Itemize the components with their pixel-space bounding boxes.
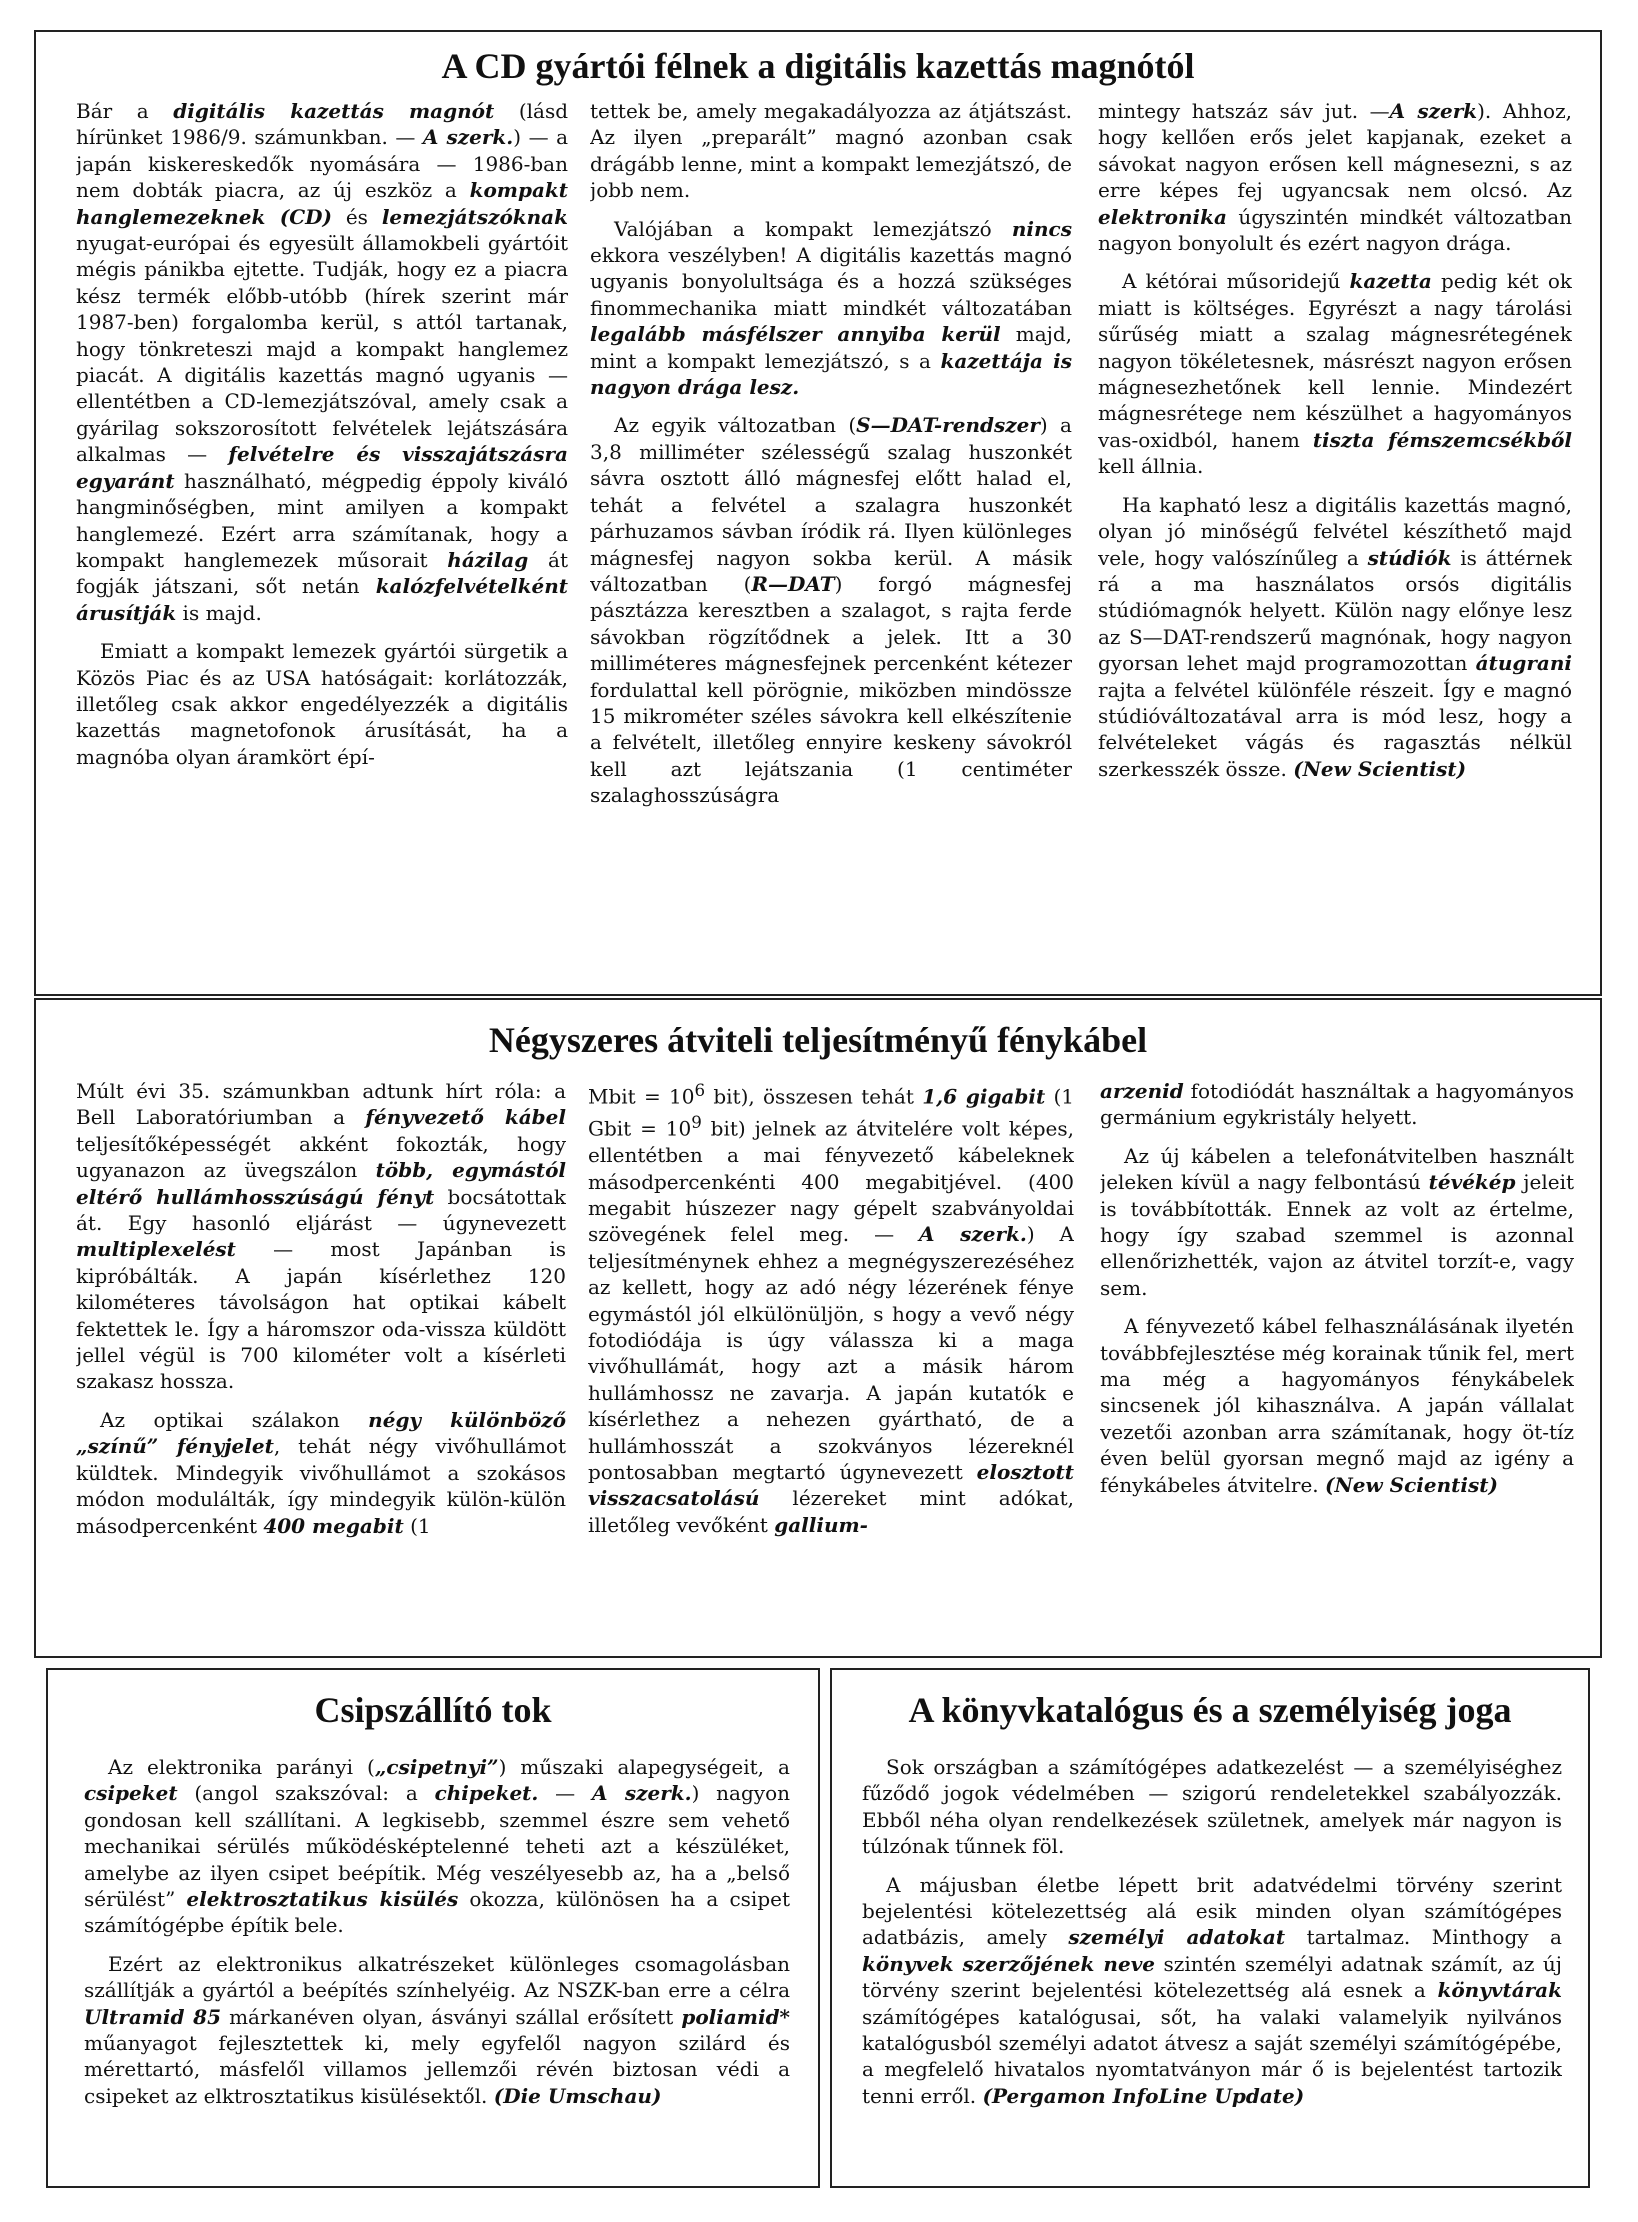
fiber-article-paragraph: arzenid fotodiódát használtak a hagyományos germánium egykristály helyett. [1100, 1079, 1574, 1130]
cd-article-paragraph: Bár a digitális kazettás magnót (lásd hírünket 1986/9. számunkban. — A szerk.) — a japán kiskereskedők nyomására — 1986-ban nem dobták piacra, az új eszköz a kompakt hanglemezeknek (CD) és lemezjátszóknak nyugat-európai és egyesült államokbeli gyártóit mégis pánikba ejtette. Tudják, hogy ez a piacra kész termék előbb-utóbb (hírek szerint már 1987-ben) forgalomba kerül, s attól tartanak, hogy tönkreteszi majd a kompakt hanglemez piacát. A digitális kazettás magnó ugyanis — ellentétben a CD-lemezjátszóval, amely csak a gyárilag sokszorosított felvételek lejátszására alkalmas — felvételre és visszajátszásra egyaránt használható, mégpedig éppoly kiváló hangminőségben, mint amilyen a kompakt hanglemezé. Ezért arra számítanak, hogy a kompakt hanglemezek műsorait házilag át fogják játszani, sőt netán kalózfelvételként árusítják is majd. [76, 99, 568, 625]
chip-article-paragraph: Az elektronika parányi („csipetnyi”) műszaki alapegységeit, a csipeket (angol szakszóval: a chipeket. — A szerk.) nagyon gondosan kell szállítani. A legkisebb, szemmel észre sem vehető mechanikai sérülés működésképtelenné teheti azt a készüléket, amelybe az ilyen csipet beépítik. Még veszélyesebb az, ha a „belső sérülést” elektrosztatikus kisülés okozza, különösen ha a csipet számítógépbe építik bele. [84, 1755, 790, 1938]
cd-article-title: A CD gyártói félnek a digitális kazettás magnótól [441, 46, 1195, 86]
chip-article-paragraph: Ezért az elektronikus alkatrészeket különleges csomagolásban szállítják a gyártól a beépítés színhelyéig. Az NSZK-ban erre a célra Ultramid 85 márkanéven olyan, ásványi szállal erősített poliamid* műanyagot fejlesztettek ki, mely egyfelől nagyon szilárd és mérettartó, másfelől villamos jellemzői révén biztosan védi a csipeket az elktrosztatikus kisülésektől. (Die Umschau) [84, 1951, 790, 2108]
book-article-title: A könyvkatalógus és a személyiség joga [908, 1690, 1512, 1730]
book-article-paragraph: Sok országban a számítógépes adatkezelést — a személyiséghez fűződő jogok védelmében — szigorú rendeletekkel szabályozzák. Ebből néha olyan rendelkezések születnek, amelyek már nagyon is túlzónak tűnnek föl. [862, 1755, 1562, 1859]
cd-article-column-2 [590, 98, 1072, 982]
fiber-article-paragraph: Mbit = $10^6$ bit), összesen tehát 1,6 gigabit (1 Gbit = $10^9$ bit) jelnek az átvitelére volt képes, ellentétben a mai fényvezető kábeleknek másodpercenkénti 400 megabitjével. (400 megabit húszezer nagy gépelt szabványoldai szövegének felel meg. — A szerk.) A teljesítménynek ehhez a megnégyszerezéséhez az kellett, hogy az adó négy lézerének fénye egymástól jól elkülönüljön, s hogy a vevő négy fotodiódája is úgy válassza ki a maga vivőhullámát, hogy azt a másik három hullámhossz ne zavarja. A japán kutatók e kísérlethez a nehezen gyártható, de a hullámhosszát a szokványos lézereknél pontosabban megtartó úgynevezett elosztott visszacsatolású lézereket mint adókat, illetőleg vevőként gallium- [588, 1081, 1074, 1537]
cd-article-paragraph: A kétórai műsoridejű kazetta pedig két ok miatt is költséges. Egyrészt a nagy tárolási sűrűség miatt a szalag mágnesrétegének nagyon tökéletesnek, másrészt nagyon erősen mágnesezhetőnek kell lennie. Mindezért mágnesrétege nem készülhet a hagyományos vas-oxidból, hanem tiszta fémszemcsékből kell állnia. [1098, 269, 1572, 479]
fiber-article-column-2 [588, 1078, 1074, 1642]
book-article-paragraph: A májusban életbe lépett brit adatvédelmi törvény szerint bejelentési kötelezettség alá esik minden olyan számítógépes adatbázis, amely személyi adatokat tartalmaz. Minthogy a könyvek szerzőjének neve szintén személyi adatnak számít, az új törvény szerint bejelentési kötelezettség alá esnek a könyvtárak számítógépes katalógusai, sőt, ha valaki valamelyik nyilvános katalógusból személyi adatot átvesz a saját személyi számítógépébe, a megfelelő hivatalos nyomtatványon már ő is bejelentést tartozik tenni erről. (Pergamon InfoLine Update) [862, 1872, 1562, 2108]
chip-article-title: Csipszállító tok [314, 1690, 552, 1730]
chip-article-body [84, 1754, 790, 2178]
cd-article-paragraph: Valójában a kompakt lemezjátszó nincs ekkora veszélyben! A digitális kazettás magnó ugyanis bonyolultsága és a hozzá szükséges finommechanika miatt mindkét változatában legalább másfélszer annyiba kerül majd, mint a kompakt lemezjátszó, s a kazettája is nagyon drága lesz. [590, 216, 1072, 400]
fiber-article-title: Négyszeres átviteli teljesítményű fénykábel [488, 1020, 1148, 1060]
cd-article-paragraph: Az egyik változatban (S—DAT-rendszer) a 3,8 milliméter szélességű szalag huszonkét sávra osztott álló mágnesfej előtt halad el, tehát a felvétel a szalagra huszonkét párhuzamos sávban íródik rá. Ilyen különleges mágnesfej nagyon sokba kerül. A másik változatban (R—DAT) forgó mágnesfej pásztázza keresztben a szalagot, s rajta ferde sávokban rögzítődnek a jelek. Itt a 30 milliméteres mágnesfejnek percenként kétezer fordulattal kell pörögnie, miközben mindössze 15 mikrométer széles sávokra kell elkészítenie a felvételt, illetőleg ennyire keskeny sávokról kell azt lejátszania (1 centiméter szalaghosszúságra [590, 413, 1072, 808]
cd-article-paragraph: Emiatt a kompakt lemezek gyártói sürgetik a Közös Piac és az USA hatóságait: korlátozzák, illetőleg csak akkor engedélyezzék a digitális kazettás magnetofonok árusítását, ha a magnóba olyan áramkört épí- [76, 639, 568, 769]
fiber-article-column-1 [76, 1078, 566, 1642]
fiber-article-paragraph: A fényvezető kábel felhasználásának ilyetén továbbfejlesztése még korainak tűnik fel, mert ma még a hagyományos fénykábelek sincsenek jól kihasználva. A japán vállalat vezetői azonban arra számítanak, hogy öt-tíz éven belül gyorsan megnő majd az igény a fénykábeles átvitelre. (New Scientist) [1100, 1314, 1574, 1497]
chip-article [46, 1668, 820, 2188]
cd-article-column-1 [76, 98, 568, 982]
fiber-article-paragraph: Az optikai szálakon négy különböző „színű” fényjelet, tehát négy vivőhullámot küldtek. Mindegyik vivőhullámot a szokásos módon modulálták, így mindegyik külön-külön másodpercenként 400 megabit (1 [76, 1407, 566, 1538]
cd-article [34, 30, 1602, 996]
cd-article-paragraph: mintegy hatszáz sáv jut. —A szerk). Ahhoz, hogy kellően erős jelet kapjanak, ezeket a sávokat nagyon erősen kell mágnesezni, s az erre képes fej ugyancsak nem olcsó. Az elektronika úgyszintén mindkét változatban nagyon bonyolult és ezért nagyon drága. [1098, 99, 1572, 256]
book-article-body [862, 1754, 1562, 2178]
fiber-article-paragraph: Múlt évi 35. számunkban adtunk hírt róla: a Bell Laboratóriumban a fényvezető kábel teljesítőképességét akként fokozták, hogy ugyanazon az üvegszálon több, egymástól eltérő hullámhosszúságú fényt bocsátottak át. Egy hasonló eljárást — úgynevezett multiplexelést — most Japánban is kipróbálták. A japán kísérlethez 120 kilométeres távolságon hat optikai kábelt fektettek le. Így a háromszor oda-vissza küldött jellel végül is 700 kilométer volt a kísérleti szakasz hossza. [76, 1079, 566, 1394]
fiber-article-paragraph: Az új kábelen a telefonátvitelben használt jeleken kívül a nagy felbontású tévékép jeleit is továbbították. Ennek az volt az értelme, hogy így szabad szemmel is azonnal ellenőrizhették, vajon az átvitel torzít-e, vagy sem. [1100, 1143, 1574, 1300]
fiber-article [34, 998, 1602, 1658]
book-article [830, 1668, 1590, 2188]
fiber-article-column-3 [1100, 1078, 1574, 1642]
cd-article-column-3 [1098, 98, 1572, 982]
cd-article-paragraph: Ha kapható lesz a digitális kazettás magnó, olyan jó minőségű felvétel készíthető majd vele, hogy valószínűleg a stúdiók is áttérnek rá a ma használatos orsós digitális stúdiómagnók helyett. Külön nagy előnye lesz az S—DAT-rendszerű magnónak, hogy nagyon gyorsan lehet majd programozottan átugrani rajta a felvétel különféle részeit. Így e magnó stúdióváltozatával arra is mód lesz, hogy a felvételeket vágás és ragasztás nélkül szerkesszék össze. (New Scientist) [1098, 492, 1572, 781]
cd-article-paragraph: tettek be, amely megakadályozza az átjátszást. Az ilyen „preparált” magnó azonban csak drágább lenne, mint a kompakt lemezjátszó, de jobb nem. [590, 99, 1072, 203]
